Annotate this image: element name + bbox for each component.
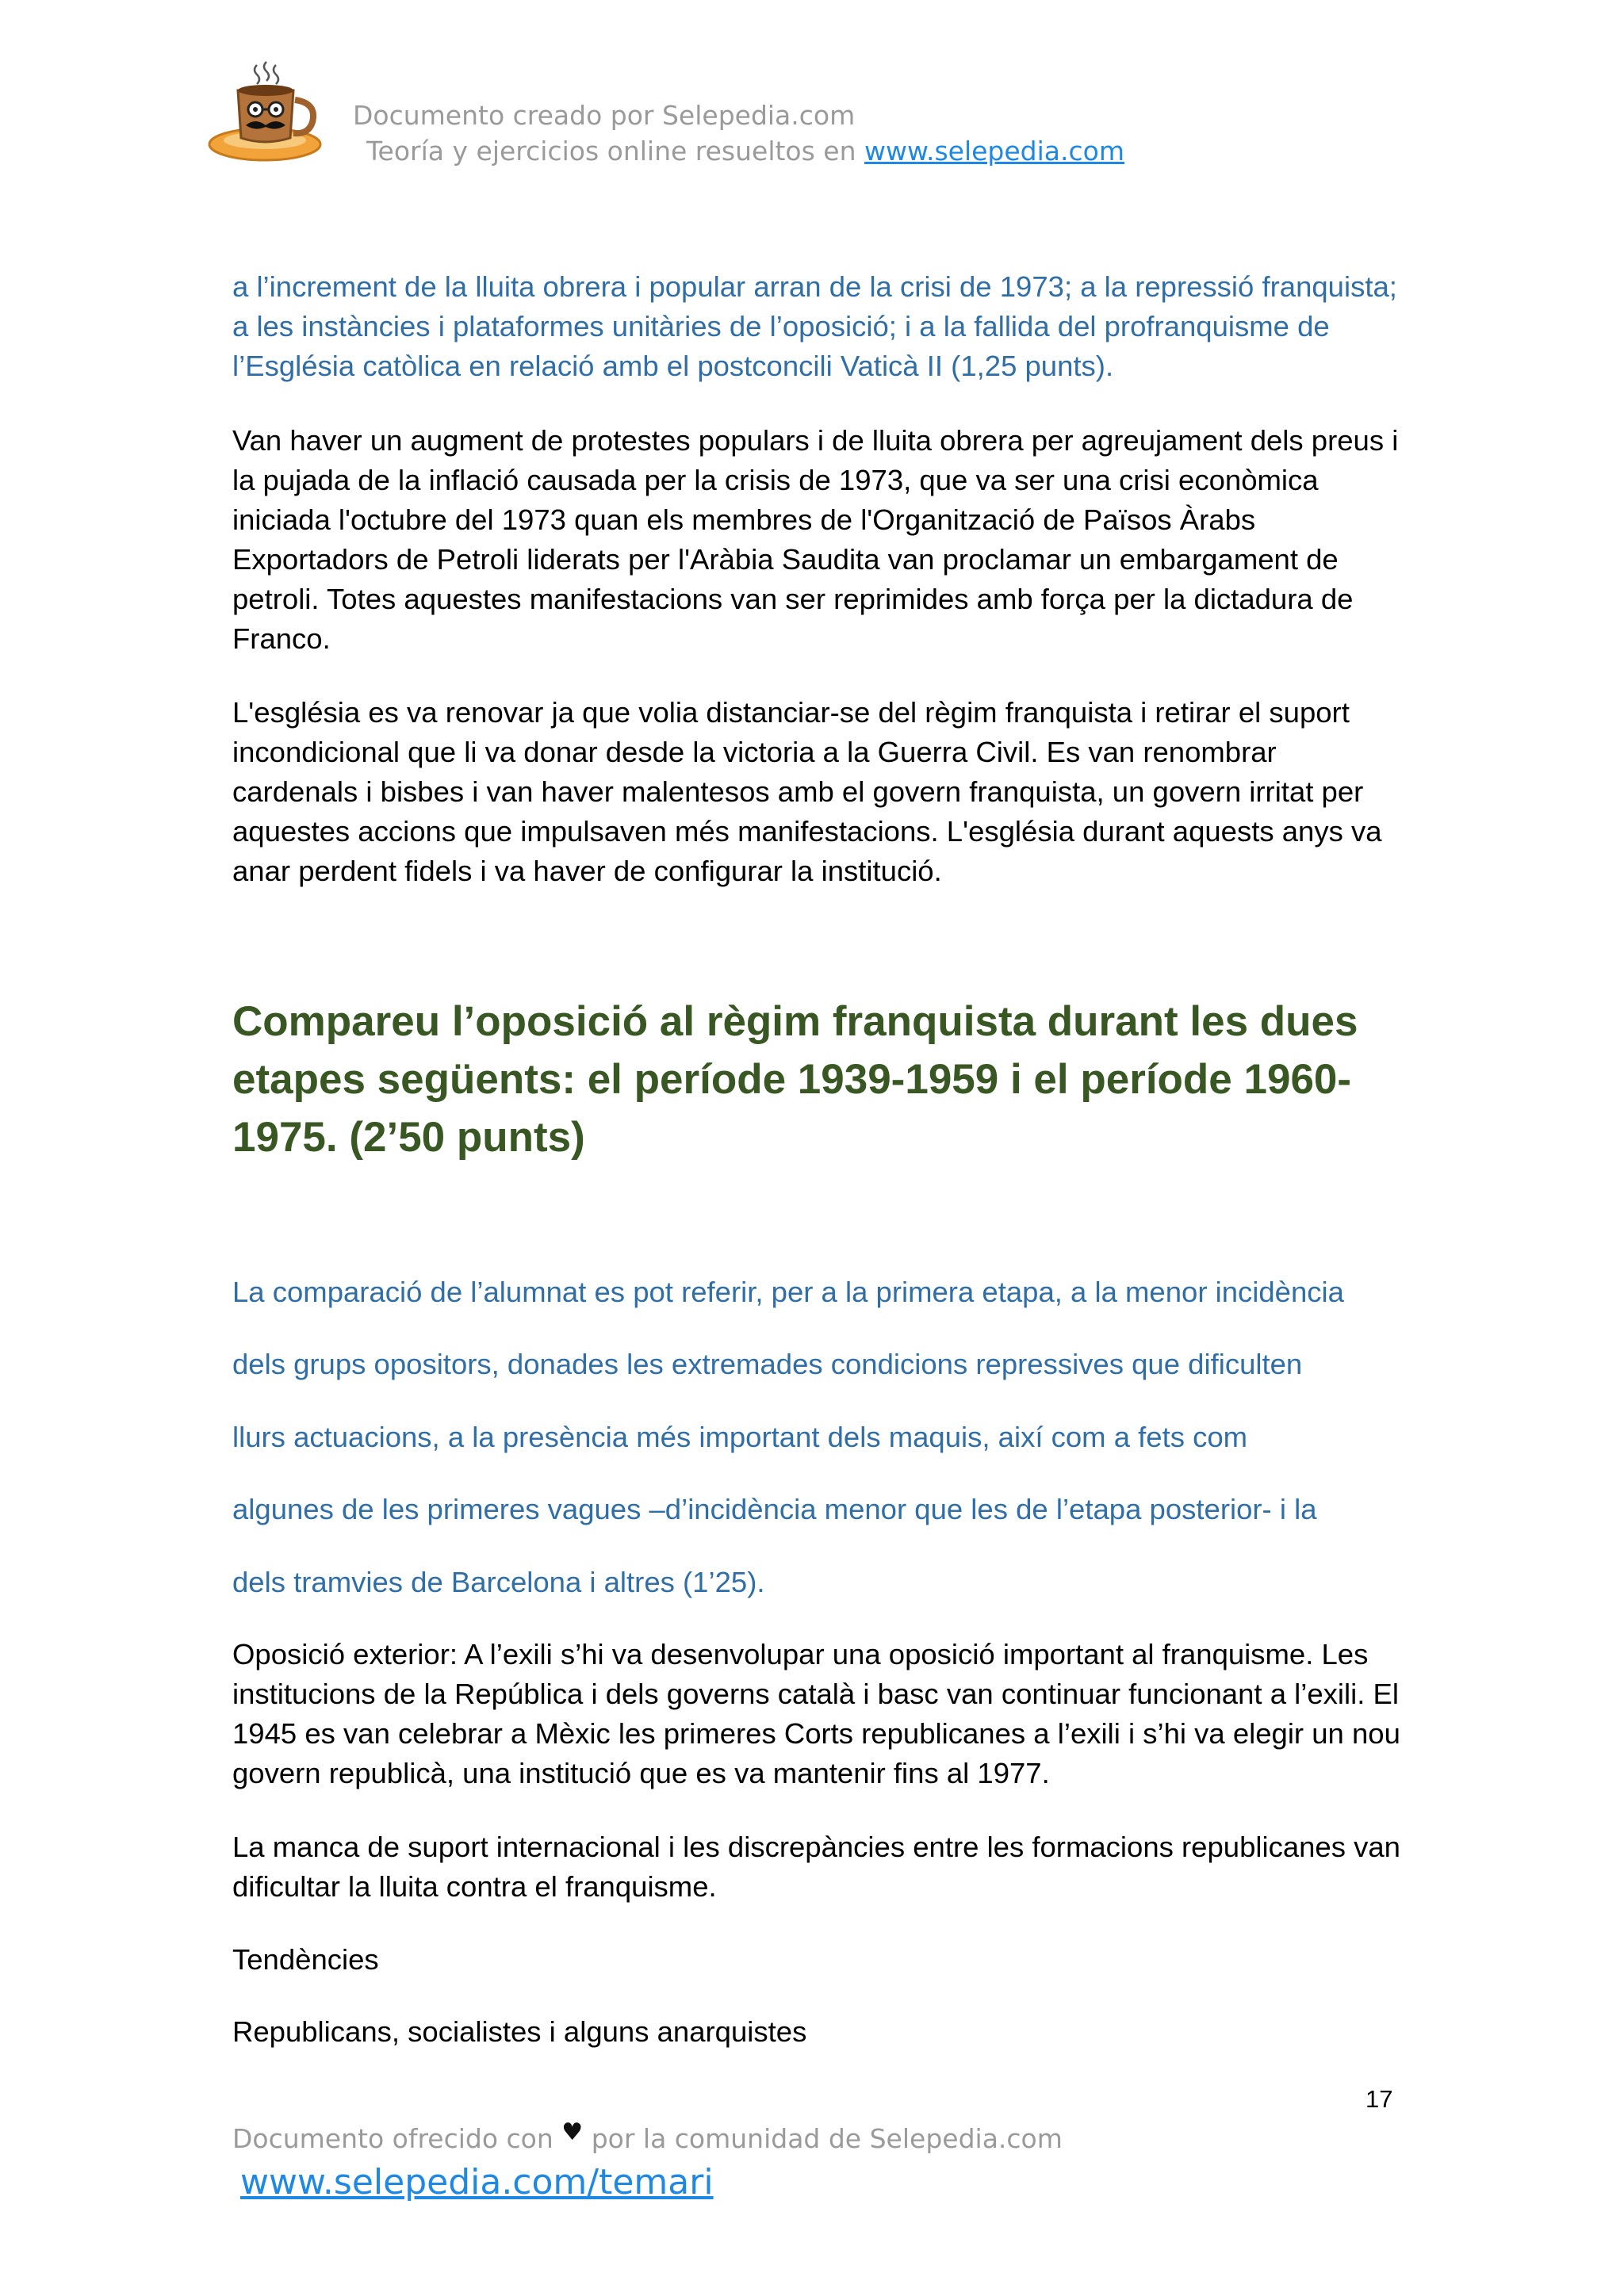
heart-icon: ♥ (561, 2118, 584, 2146)
page-number: 17 (1365, 2085, 1393, 2113)
header-line-2 (366, 133, 1124, 170)
header-selepedia-link[interactable]: www.selepedia.com (864, 136, 1124, 166)
footer-offer-line (232, 2118, 1063, 2159)
answer-paragraph-exile: Oposició exterior: A l’exili s’hi va desenvolupar una oposició important al franquisme. Les institucions de la República i dels governs català i basc van continuar funcionant a l’exili. El 1945 es van celebrar a Mèxic les primeres Corts republicanes a l’exili i s’hi va elegir un nou govern republicà, una institució que es va mantenir fins al 1977. (232, 1638, 1400, 1789)
tendencies-label: Tendències (232, 1943, 379, 1976)
footer-offer-suffix: por la comunidad de Selepedia.com (591, 2123, 1063, 2154)
criteria-line-4: algunes de les primeres vagues –d’incidència menor que les de l’etapa posterior- i la (232, 1493, 1317, 1525)
criteria-paragraph-1: a l’increment de la lluita obrera i popular arran de la crisi de 1973; a la repressió franquista; a les instàncies i plataformes unitàries de l’oposició; i a la fallida del profranquisme de l’Església catòlica en relació amb el postconcili Vaticà II (1,25 punts). (232, 270, 1397, 382)
criteria-line-1: La comparació de l’alumnat es pot referir, per a la primera etapa, a la menor incidència (232, 1276, 1344, 1308)
criteria-line-5: dels tramvies de Barcelona i altres (1’25). (232, 1566, 765, 1598)
header-line-1: Documento creado por Selepedia.com (353, 100, 856, 131)
answer-paragraph-support: La manca de suport internacional i les discrepàncies entre les formacions republicanes van dificultar la lluita contra el franquisme. (232, 1831, 1400, 1903)
criteria-line-2: dels grups opositors, donades les extremades condicions repressives que dificulten (232, 1348, 1303, 1380)
footer-temari-link[interactable]: www.selepedia.com/temari (240, 2162, 714, 2202)
answer-paragraph-church: L'església es va renovar ja que volia distanciar-se del règim franquista i retirar el suport incondicional que li va donar desde la victoria a la Guerra Civil. Es van renombrar cardenals i bisbes i van haver malentesos amb el govern franquista, un govern irritat per aquestes accions que impulsaven més manifestacions. L'església durant aquests anys va anar perdent fidels i va haver de configurar la institució. (232, 696, 1382, 887)
selepedia-logo (208, 59, 327, 168)
answer-paragraph-inflation: Van haver un augment de protestes populars i de lluita obrera per agreujament dels preus i la pujada de la inflació causada per la crisis de 1973, que va ser una crisi econòmica iniciada l'octubre del 1973 quan els membres de l'Organització de Països Àrabs Exportadors de Petroli liderats per l'Aràbia Saudita van proclamar un embargament de petroli. Totes aquestes manifestacions van ser reprimides amb força per la dictadura de Franco. (232, 424, 1399, 655)
footer-offer-prefix: Documento ofrecido con (232, 2123, 553, 2154)
criteria-line-3: llurs actuacions, a la presència més important dels maquis, així com a fets com (232, 1421, 1248, 1453)
question-heading: Compareu l’oposició al règim franquista durant les dues etapes següents: el període 1939-1959 i el període 1960-1975. (2’50 punts) (232, 998, 1358, 1161)
header-line-2-text: Teoría y ejercicios online resueltos en (366, 136, 856, 166)
tendencies-list: Republicans, socialistes i alguns anarquistes (232, 2015, 807, 2048)
